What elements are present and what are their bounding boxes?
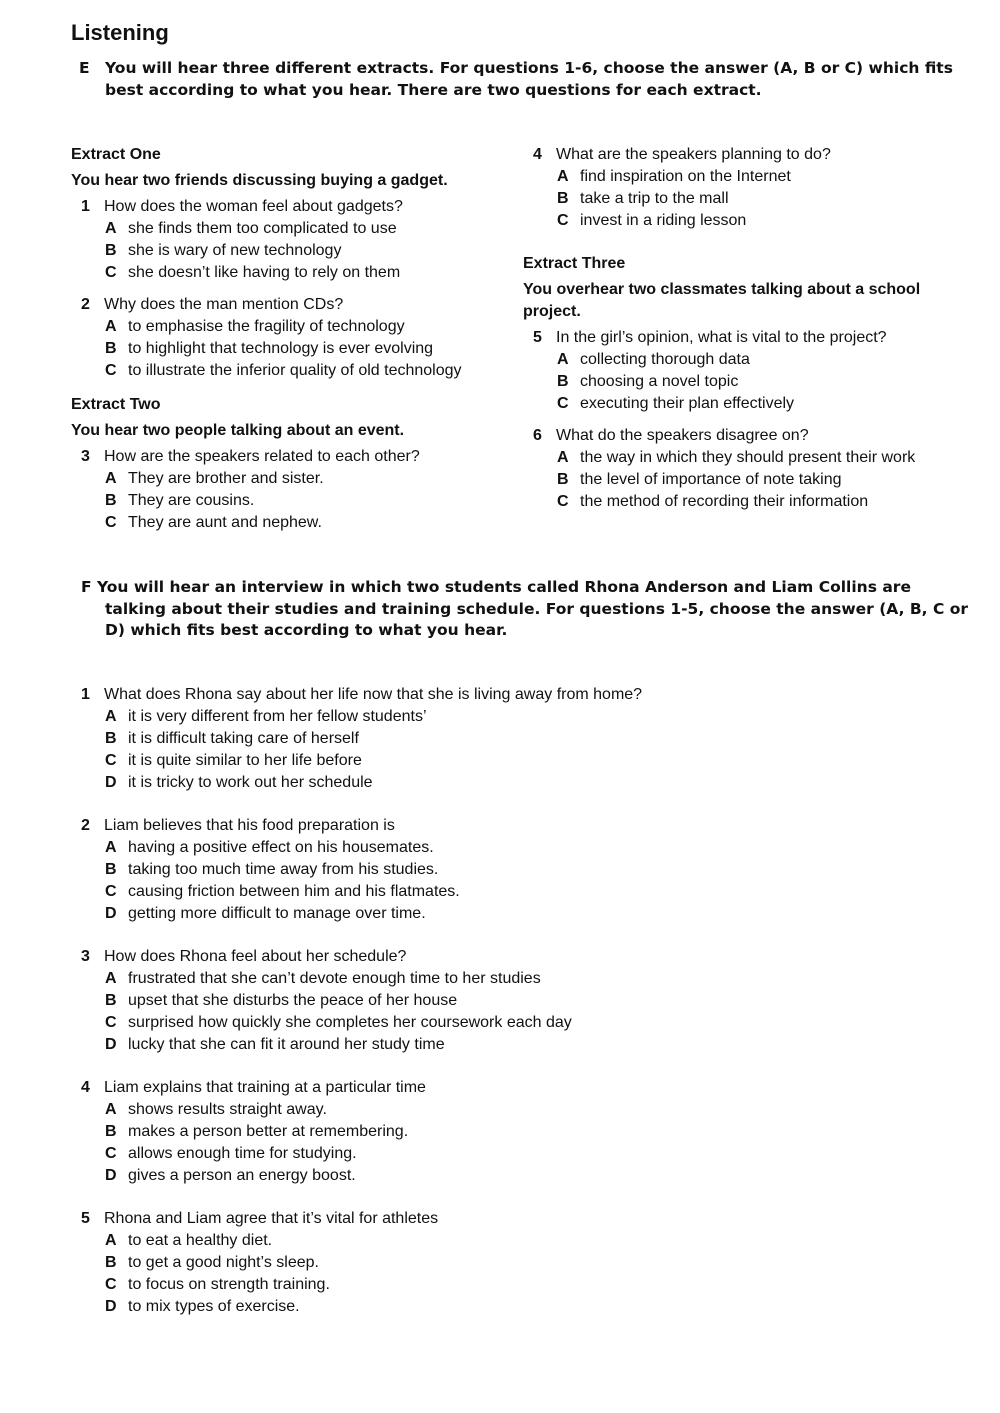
option-letter: D xyxy=(105,774,117,791)
answer-option[interactable] xyxy=(523,447,963,469)
answer-option[interactable] xyxy=(71,1296,971,1318)
section-e-letter: E xyxy=(79,59,90,77)
section-f-instruction xyxy=(71,577,971,642)
option-letter: A xyxy=(105,708,117,725)
option-letter: A xyxy=(105,1101,117,1118)
option-text: to emphasise the fragility of technology xyxy=(128,318,405,335)
answer-option[interactable] xyxy=(71,1165,971,1187)
option-text: frustrated that she can’t devote enough time to her studies xyxy=(128,970,541,987)
option-text: causing friction between him and his flatmates. xyxy=(128,883,460,900)
option-letter: C xyxy=(557,395,569,412)
option-letter: A xyxy=(557,449,569,466)
option-letter: A xyxy=(557,351,569,368)
answer-option[interactable] xyxy=(523,371,963,393)
answer-option[interactable] xyxy=(71,1099,971,1121)
option-text: the method of recording their information xyxy=(580,493,869,510)
option-letter: B xyxy=(105,1123,117,1140)
option-text: They are cousins. xyxy=(128,492,255,509)
question xyxy=(71,815,971,925)
question-text: Liam explains that training at a particular time xyxy=(104,1079,426,1096)
question xyxy=(71,294,501,382)
option-text: makes a person better at remembering. xyxy=(128,1123,409,1140)
section-e-right-column xyxy=(523,144,963,513)
answer-option[interactable] xyxy=(71,1121,971,1143)
option-text: she doesn’t like having to rely on them xyxy=(128,264,401,281)
option-letter: C xyxy=(105,1276,117,1293)
option-text: collecting thorough data xyxy=(580,351,750,368)
option-letter: B xyxy=(557,373,569,390)
question xyxy=(71,196,501,284)
option-letter: B xyxy=(105,992,117,1009)
question xyxy=(523,327,963,415)
answer-option[interactable] xyxy=(523,469,963,491)
answer-option[interactable] xyxy=(71,490,501,512)
question-number: 3 xyxy=(81,948,90,965)
option-text: to highlight that technology is ever evolving xyxy=(128,340,434,357)
option-text: the level of importance of note taking xyxy=(580,471,842,488)
option-letter: B xyxy=(105,340,117,357)
question-number: 1 xyxy=(81,686,90,703)
option-letter: B xyxy=(105,730,117,747)
option-text: it is tricky to work out her schedule xyxy=(128,774,373,791)
question xyxy=(523,425,963,513)
option-text: surprised how quickly she completes her coursework each day xyxy=(128,1014,572,1031)
answer-option[interactable] xyxy=(71,881,971,903)
question-text: What do the speakers disagree on? xyxy=(556,427,809,444)
section-f-instruction-text: F You will hear an interview in which two students called Rhona Anderson and Liam Collins are talking about their studies and training schedule. For questions 1-5, choose the answer (A, B, C or D) which fits best according to what you hear. xyxy=(81,578,969,639)
answer-option[interactable] xyxy=(71,750,971,772)
option-text: upset that she disturbs the peace of her house xyxy=(128,992,458,1009)
answer-option[interactable] xyxy=(71,706,971,728)
option-text: shows results straight away. xyxy=(128,1101,327,1118)
option-letter: B xyxy=(105,242,117,259)
option-letter: C xyxy=(105,883,117,900)
option-letter: C xyxy=(557,493,569,510)
option-text: getting more difficult to manage over time. xyxy=(128,905,426,922)
question-number: 5 xyxy=(81,1210,90,1227)
section-e-left-column xyxy=(71,144,501,534)
section-e-instruction-text: You will hear three different extracts. For questions 1-6, choose the answer (A, B or C) which fits best according to what you hear. There are two questions for each extract. xyxy=(105,59,953,99)
answer-option[interactable] xyxy=(523,349,963,371)
question xyxy=(523,144,963,232)
answer-option[interactable] xyxy=(71,1252,971,1274)
option-letter: C xyxy=(105,1014,117,1031)
option-letter: A xyxy=(105,839,117,856)
question-text: Why does the man mention CDs? xyxy=(104,296,344,313)
option-text: the way in which they should present their work xyxy=(580,449,916,466)
page-title: Listening xyxy=(71,20,169,45)
option-text: she is wary of new technology xyxy=(128,242,342,259)
question xyxy=(71,1208,971,1318)
answer-option[interactable] xyxy=(523,166,963,188)
answer-option[interactable] xyxy=(71,1034,971,1056)
question-number: 5 xyxy=(533,329,542,346)
question xyxy=(71,1077,971,1187)
option-text: it is quite similar to her life before xyxy=(128,752,362,769)
question-text: What are the speakers planning to do? xyxy=(556,146,831,163)
extract-one xyxy=(71,144,501,382)
option-letter: A xyxy=(105,1232,117,1249)
option-letter: A xyxy=(557,168,569,185)
option-letter: C xyxy=(105,514,117,531)
option-text: executing their plan effectively xyxy=(580,395,795,412)
question-number: 1 xyxy=(81,198,90,215)
answer-option[interactable] xyxy=(523,393,963,415)
option-letter: C xyxy=(105,362,117,379)
answer-option[interactable] xyxy=(71,512,501,534)
option-letter: C xyxy=(557,212,569,229)
answer-option[interactable] xyxy=(71,990,971,1012)
extract-three xyxy=(523,253,963,513)
option-text: it is difficult taking care of herself xyxy=(128,730,359,747)
option-text: to get a good night’s sleep. xyxy=(128,1254,319,1271)
question-number: 4 xyxy=(533,146,542,163)
option-text: taking too much time away from his studies. xyxy=(128,861,439,878)
answer-option[interactable] xyxy=(71,218,501,240)
answer-option[interactable] xyxy=(71,468,501,490)
answer-option[interactable] xyxy=(523,210,963,232)
option-text: gives a person an energy boost. xyxy=(128,1167,356,1184)
option-letter: B xyxy=(557,190,569,207)
question xyxy=(71,684,971,794)
question-text: How does Rhona feel about her schedule? xyxy=(104,948,407,965)
answer-option[interactable] xyxy=(71,360,501,382)
section-f-questions xyxy=(71,684,971,1318)
question-text: Rhona and Liam agree that it’s vital for athletes xyxy=(104,1210,439,1227)
question-text: How does the woman feel about gadgets? xyxy=(104,198,403,215)
option-letter: B xyxy=(105,861,117,878)
option-text: having a positive effect on his housemates. xyxy=(128,839,434,856)
option-text: to mix types of exercise. xyxy=(128,1298,300,1315)
extract-description: You overhear two classmates talking about a school project. xyxy=(523,281,921,320)
extract-heading: Extract Three xyxy=(523,255,626,272)
option-letter: B xyxy=(557,471,569,488)
option-text: invest in a riding lesson xyxy=(580,212,747,229)
option-letter: D xyxy=(105,1036,117,1053)
answer-option[interactable] xyxy=(71,1143,971,1165)
question-number: 4 xyxy=(81,1079,90,1096)
question-text: Liam believes that his food preparation is xyxy=(104,817,395,834)
option-text: lucky that she can fit it around her study time xyxy=(128,1036,445,1053)
extract-description: You hear two friends discussing buying a gadget. xyxy=(71,172,448,189)
question-number: 2 xyxy=(81,817,90,834)
option-letter: A xyxy=(105,220,117,237)
option-text: take a trip to the mall xyxy=(580,190,729,207)
option-letter: D xyxy=(105,1167,117,1184)
question-text: How are the speakers related to each other? xyxy=(104,448,420,465)
answer-option[interactable] xyxy=(71,1230,971,1252)
option-letter: A xyxy=(105,318,117,335)
option-letter: C xyxy=(105,1145,117,1162)
option-text: she finds them too complicated to use xyxy=(128,220,397,237)
option-letter: A xyxy=(105,970,117,987)
question-number: 6 xyxy=(533,427,542,444)
option-text: They are aunt and nephew. xyxy=(128,514,322,531)
answer-option[interactable] xyxy=(523,491,963,513)
question-text: In the girl’s opinion, what is vital to the project? xyxy=(556,329,887,346)
option-letter: D xyxy=(105,905,117,922)
option-text: allows enough time for studying. xyxy=(128,1145,357,1162)
answer-option[interactable] xyxy=(71,1012,971,1034)
extract-description: You hear two people talking about an event. xyxy=(71,422,405,439)
extract-heading: Extract One xyxy=(71,146,161,163)
option-text: choosing a novel topic xyxy=(580,373,739,390)
question-text: What does Rhona say about her life now that she is living away from home? xyxy=(104,686,643,703)
option-letter: B xyxy=(105,492,117,509)
answer-option[interactable] xyxy=(71,903,971,925)
option-letter: D xyxy=(105,1298,117,1315)
question xyxy=(71,946,971,1056)
option-text: find inspiration on the Internet xyxy=(580,168,791,185)
option-text: to eat a healthy diet. xyxy=(128,1232,273,1249)
extract-heading: Extract Two xyxy=(71,396,161,413)
option-letter: B xyxy=(105,1254,117,1271)
answer-option[interactable] xyxy=(523,188,963,210)
answer-option[interactable] xyxy=(71,772,971,794)
question xyxy=(71,446,501,534)
question-number: 2 xyxy=(81,296,90,313)
question-number: 3 xyxy=(81,448,90,465)
option-text: They are brother and sister. xyxy=(128,470,324,487)
answer-option[interactable] xyxy=(71,837,971,859)
answer-option[interactable] xyxy=(71,316,501,338)
option-text: to illustrate the inferior quality of old technology xyxy=(128,362,462,379)
answer-option[interactable] xyxy=(71,1274,971,1296)
answer-option[interactable] xyxy=(71,859,971,881)
answer-option[interactable] xyxy=(71,728,971,750)
option-letter: A xyxy=(105,470,117,487)
answer-option[interactable] xyxy=(71,262,501,284)
answer-option[interactable] xyxy=(71,338,501,360)
option-text: it is very different from her fellow students’ xyxy=(128,708,427,725)
answer-option[interactable] xyxy=(71,968,971,990)
extract-two xyxy=(71,394,501,534)
section-e-instruction xyxy=(79,58,979,101)
option-letter: C xyxy=(105,752,117,769)
option-text: to focus on strength training. xyxy=(128,1276,330,1293)
answer-option[interactable] xyxy=(71,240,501,262)
option-letter: C xyxy=(105,264,117,281)
